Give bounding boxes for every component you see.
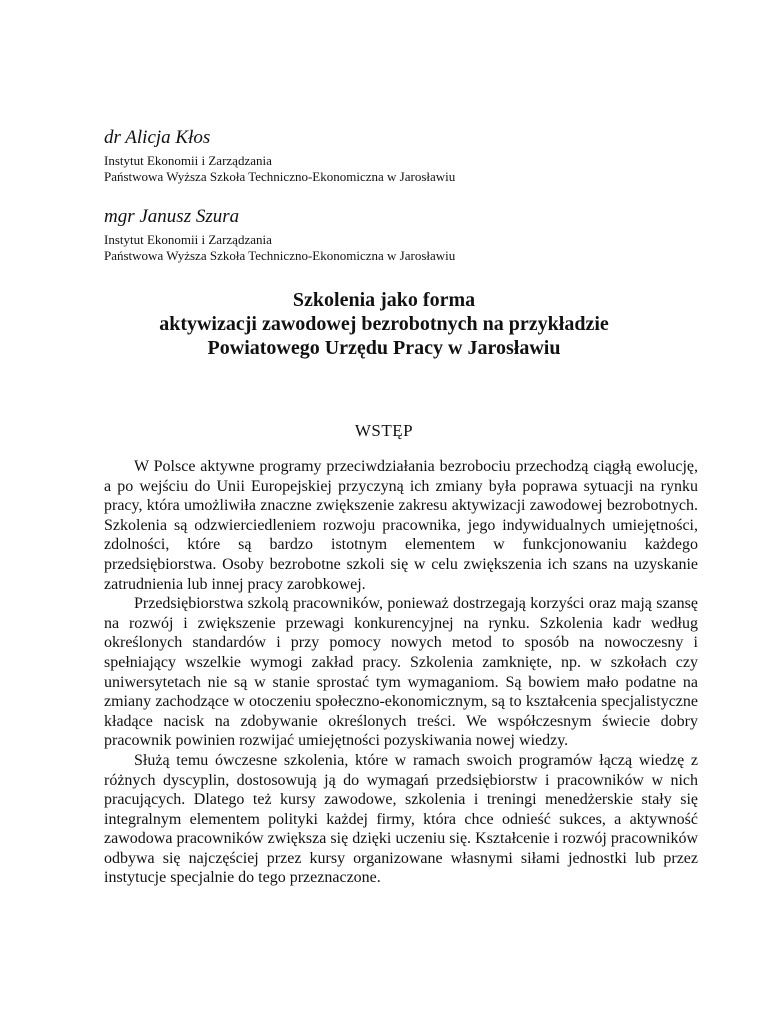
paper-title-line-1: Szkolenia jako forma [292, 289, 476, 311]
body-text [104, 457, 698, 888]
author-block-1 [104, 127, 455, 185]
paragraph: Przedsiębiorstwa szkolą pracowników, ponieważ dostrzegają korzyści oraz mają szansę na rozwój i zwiększenie przewagi konkurencyjnej na rynku. Szkolenia kadr według określonych standardów i przy pomocy nowych metod to sposób na nowoczesny i spełniający wszelkie wymogi zakład pracy. Szkolenia zamknięte, np. w szkołach czy uniwersytetach nie są w stanie sprostać tym wymaganiom. Są bowiem mało podatne na zmiany zachodzące w otoczeniu społeczno-ekonomicznym, są to kształcenia specjalistyczne kładące nacisk na zdobywanie określonych treści. We współczesnym świecie dobry pracownik powinien rozwijać umiejętności pozyskiwania nowej wiedzy. [104, 595, 698, 750]
paper-title-line-2: aktywizacji zawodowej bezrobotnych na przykładzie [159, 313, 609, 335]
author-affiliation-institute: Instytut Ekonomii i Zarządzania [104, 232, 272, 247]
section-heading: WSTĘP [354, 421, 414, 440]
author-name: dr Alicja Kłos [104, 127, 211, 148]
author-affiliation-university: Państwowa Wyższa Szkoła Techniczno-Ekonomiczna w Jarosławiu [104, 248, 456, 263]
author-affiliation-institute: Instytut Ekonomii i Zarządzania [104, 153, 272, 168]
author-block-2 [104, 206, 455, 264]
paper-title [0, 288, 768, 360]
author-affiliation-university: Państwowa Wyższa Szkoła Techniczno-Ekonomiczna w Jarosławiu [104, 169, 456, 184]
paragraph: Służą temu ówczesne szkolenia, które w ramach swoich programów łączą wiedzę z różnych dyscyplin, dostosowują ją do wymagań przedsiębiorstw i pracowników w nich pracujących. Dlatego też kursy zawodowe, szkolenia i treningi menedżerskie stały się integralnym elementem polityki każdej firmy, która chce odnieść sukces, a aktywność zawodowa pracowników zwiększa się dzięki uczeniu się. Kształcenie i rozwój pracowników odbywa się najczęściej przez kursy organizowane własnymi siłami jednostki lub przez instytucje specjalnie do tego przeznaczone. [104, 751, 698, 887]
paragraph: W Polsce aktywne programy przeciwdziałania bezrobociu przechodzą ciągłą ewolucję, a po wejściu do Unii Europejskiej przyczyną ich zmiany była poprawa sytuacji na rynku pracy, która umożliwiła znaczne zwiększenie zakresu aktywizacji zawodowej bezrobotnych. Szkolenia są odzwierciedleniem rozwoju pracownika, jego indywidualnych umiejętności, zdolności, które są bardzo istotnym elementem w funkcjonowaniu każdego przedsiębiorstwa. Osoby bezrobotne szkoli się w celu zwiększenia ich szans na uzyskanie zatrudnienia lub innej pracy zarobkowej. [104, 458, 698, 593]
author-name: mgr Janusz Szura [104, 206, 240, 227]
paper-title-line-3: Powiatowego Urzędu Pracy w Jarosławiu [207, 337, 561, 359]
